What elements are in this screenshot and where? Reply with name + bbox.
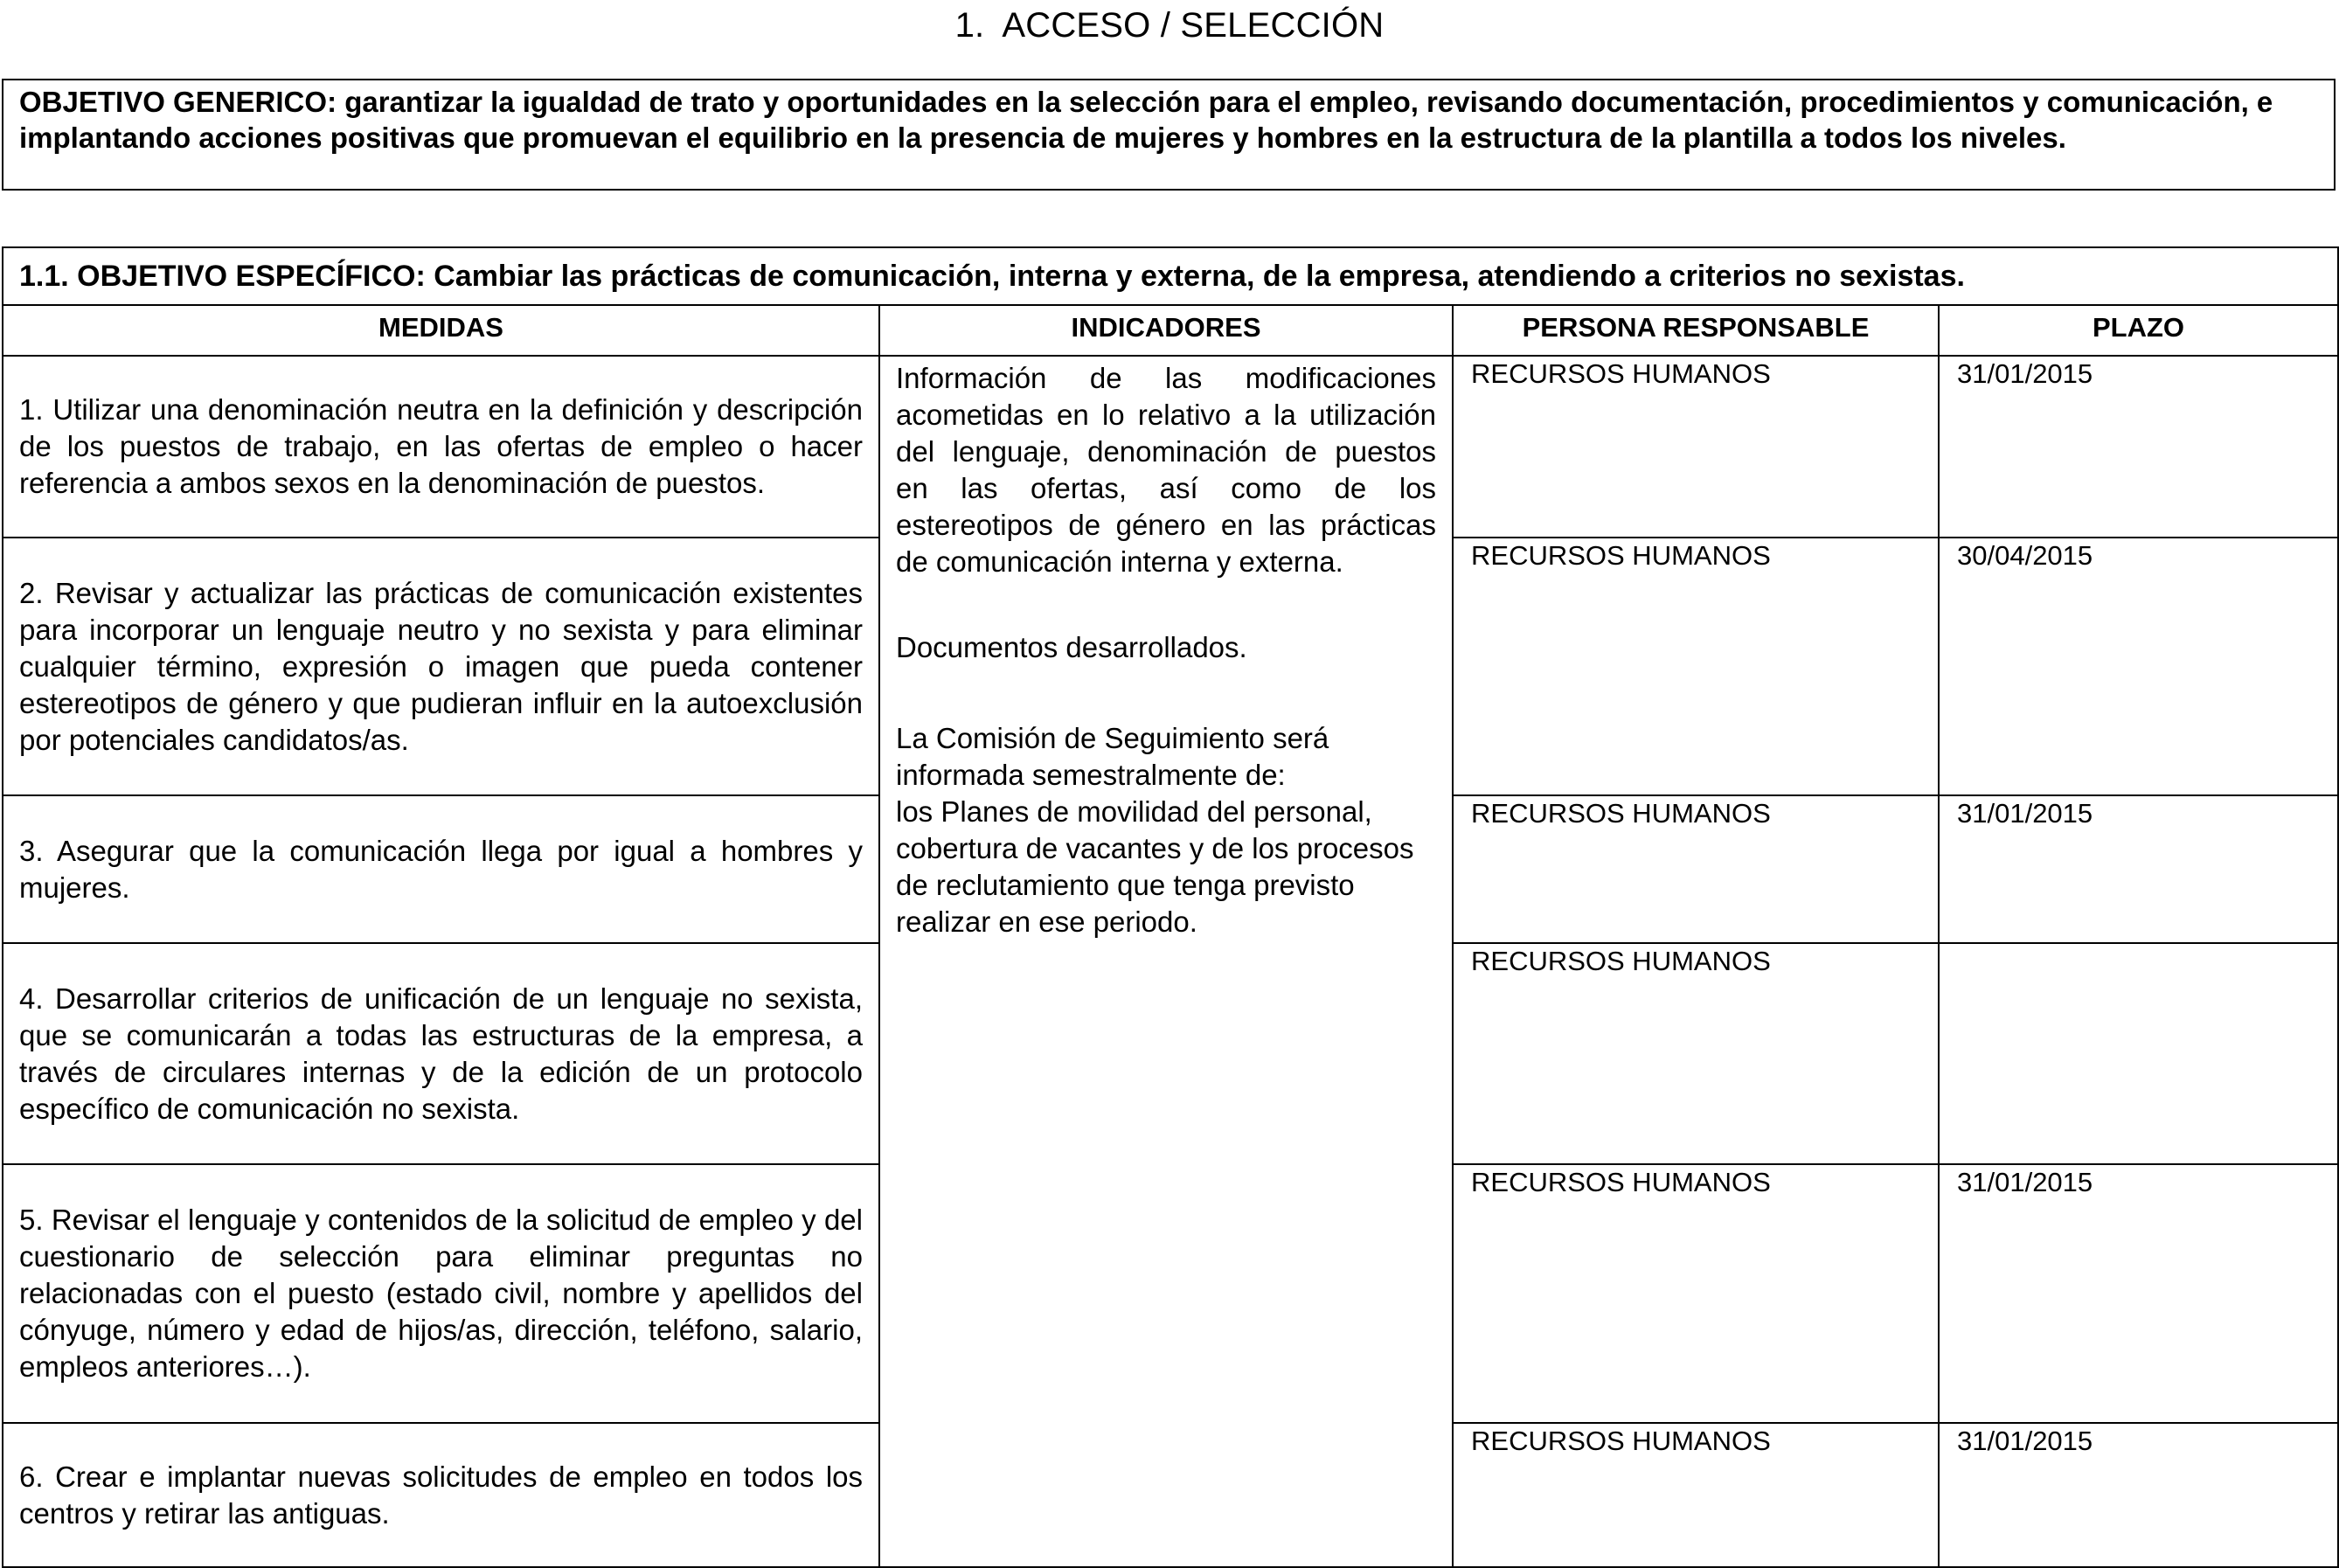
responsable-cell: RECURSOS HUMANOS [1453, 1164, 1939, 1423]
header-plazo: PLAZO [1939, 305, 2338, 356]
responsable-cell: RECURSOS HUMANOS [1453, 538, 1939, 795]
responsable-cell: RECURSOS HUMANOS [1453, 943, 1939, 1164]
generic-objective-label: OBJETIVO GENERICO [19, 86, 328, 118]
header-responsable: PERSONA RESPONSABLE [1453, 305, 1939, 356]
plazo-cell: 31/01/2015 [1939, 1423, 2338, 1567]
specific-objective-text: : Cambiar las prácticas de comunicación, interna y externa, de la empresa, atendiendo a criterios no sexistas. [415, 260, 1965, 293]
specific-objective-row [3, 247, 2338, 305]
medida-cell: 2. Revisar y actualizar las prácticas de comunicación existentes para incorporar un lenguaje neutro y no sexista y para eliminar cualquier término, expresión o imagen que pueda contener estereotipos de género y que pudieran influir en la autoexclusión por potenciales candidatos/as. [3, 538, 879, 795]
measures-table [2, 246, 2339, 1568]
indicadores-cell [879, 356, 1453, 1567]
indicator-comision-line2: informada semestralmente de: [896, 759, 1286, 791]
plazo-cell: 31/01/2015 [1939, 795, 2338, 943]
section-title [0, 3, 2339, 47]
header-indicadores: INDICADORES [879, 305, 1453, 356]
medida-cell: 4. Desarrollar criterios de unificación de un lenguaje no sexista, que se comunicarán a todas las estructuras de la empresa, a través de circulares internas y de la edición de un protocolo específico de comunicación no sexista. [3, 943, 879, 1164]
specific-objective-label: 1.1. OBJETIVO ESPECÍFICO [19, 260, 416, 293]
medida-cell: 5. Revisar el lenguaje y contenidos de la solicitud de empleo y del cuestionario de selección para eliminar preguntas no relacionadas con el puesto (estado civil, nombre y apellidos del cónyuge, número y edad de hijos/as, dirección, teléfono, salario, empleos anteriores…). [3, 1164, 879, 1423]
medida-cell: 6. Crear e implantar nuevas solicitudes de empleo en todos los centros y retirar las antiguas. [3, 1423, 879, 1567]
generic-objective-box [2, 79, 2336, 191]
table-header-row [3, 305, 2338, 356]
responsable-cell: RECURSOS HUMANOS [1453, 356, 1939, 538]
plazo-cell: 31/01/2015 [1939, 1164, 2338, 1423]
plazo-cell: 30/04/2015 [1939, 538, 2338, 795]
responsable-cell: RECURSOS HUMANOS [1453, 1423, 1939, 1567]
indicator-modificaciones: Información de las modificaciones acometidas en lo relativo a la utilización del lenguaje, denominación de puestos en las ofertas, así como de los estereotipos de género en las prácticas de comunicación interna y externa. [896, 362, 1436, 578]
indicator-documentos: Documentos desarrollados. [896, 631, 1247, 663]
generic-objective-text: : garantizar la igualdad de trato y oportunidades en la selección para el empleo, revisando documentación, procedimientos y comunicación, e implantando acciones positivas que promuevan el equilibrio en la presencia de mujeres y hombres en la estructura de la plantilla a todos los niveles. [19, 86, 2273, 154]
section-number: 1. [954, 6, 985, 45]
indicator-comision-line1: La Comisión de Seguimiento será [896, 722, 1329, 754]
medida-cell: 3. Asegurar que la comunicación llega por igual a hombres y mujeres. [3, 795, 879, 943]
plazo-cell [1939, 943, 2338, 1164]
table-row [3, 356, 2338, 538]
medida-cell: 1. Utilizar una denominación neutra en la definición y descripción de los puestos de trabajo, en las ofertas de empleo o hacer referencia a ambos sexos en la denominación de puestos. [3, 356, 879, 538]
section-title-text: ACCESO / SELECCIÓN [1002, 6, 1385, 45]
plazo-cell: 31/01/2015 [1939, 356, 2338, 538]
specific-objective-cell [3, 247, 2338, 305]
header-medidas: MEDIDAS [3, 305, 879, 356]
responsable-cell: RECURSOS HUMANOS [1453, 795, 1939, 943]
indicator-comision-rest: los Planes de movilidad del personal, cobertura de vacantes y de los procesos de reclutamiento que tenga previsto realizar en ese periodo. [896, 795, 1414, 938]
